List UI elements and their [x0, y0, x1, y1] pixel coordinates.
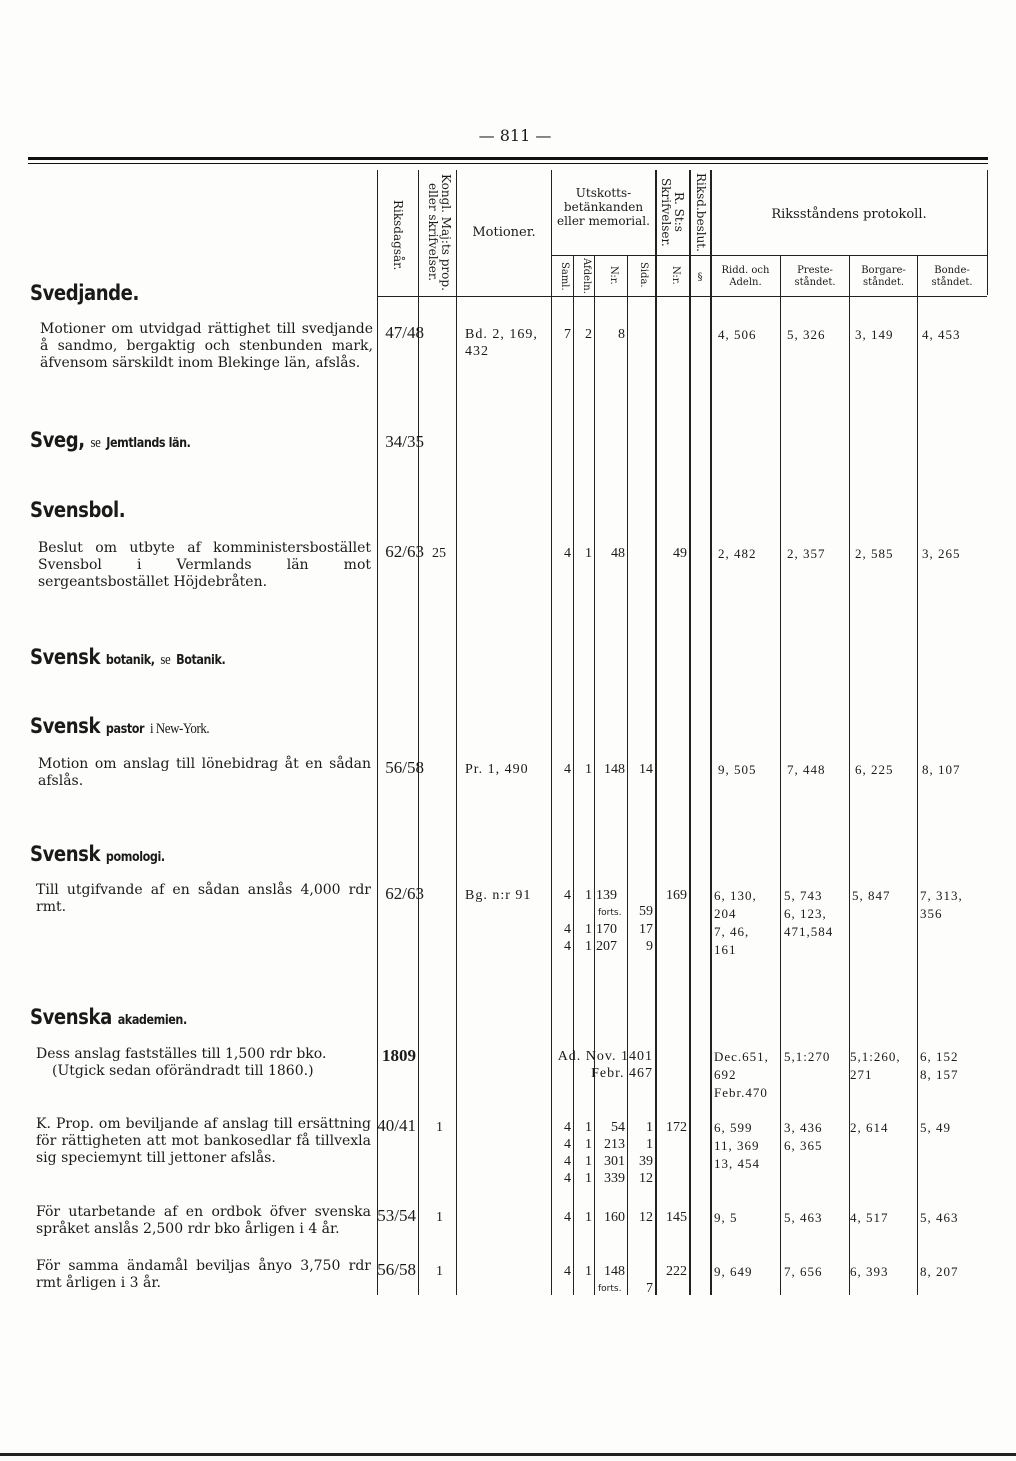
rsts-akademien-4: 222 [666, 1264, 687, 1279]
nr-akademien-2: 54 [611, 1120, 625, 1135]
nr-pomologi: 207 [596, 939, 617, 954]
heading-pomologi: Svensk pomologi. [30, 842, 165, 866]
borg-svensbol: 2, 585 [855, 546, 894, 561]
prest-akademien-3: 5, 463 [784, 1210, 823, 1225]
motion-pastor: Pr. 1, 490 [465, 762, 529, 777]
ridd-akademien-2: 6, 599 [714, 1120, 753, 1135]
desc-svedjande: Motioner om utvidgad rättighet till svedjande å sandmo, bergaktig och stenbunden mark, äfvensom särskildt inom Blekinge län, afslås. [40, 321, 373, 371]
sida-akademien-2: 1 [646, 1120, 653, 1135]
sub-afdeln: Afdeln. [581, 258, 592, 294]
prop-akademien-4: 1 [436, 1264, 443, 1279]
afd-svensbol: 1 [585, 546, 592, 561]
year-svensbol: 62/63 [385, 542, 424, 561]
ridd-akademien-1: Febr.470 [714, 1085, 768, 1100]
motion-svedjande: Bd. 2, 169, 432 [465, 327, 538, 359]
borg-akademien-1: 5,1:260, [850, 1049, 901, 1064]
prest-akademien-2: 3, 436 [784, 1120, 823, 1135]
saml-akademien-3: 4 [564, 1210, 571, 1225]
rsts-akademien-3: 145 [666, 1210, 687, 1225]
ridd-pomologi: 6, 130, [714, 888, 757, 903]
prest-pomologi: 5, 743 [784, 888, 823, 903]
utskott-akademien-1b: Febr. 467 [591, 1066, 653, 1081]
borg-akademien-2: 2, 614 [850, 1120, 889, 1135]
year-pomologi: 62/63 [385, 884, 424, 903]
sida-akademien-2: 1 [646, 1137, 653, 1152]
heading-sveg: Sveg, se Jemtlands län. [30, 428, 191, 452]
year-sveg: 34/35 [385, 432, 424, 451]
col-riksdbeslut: Riksd.beslut. [694, 172, 708, 252]
prest-pastor: 7, 448 [787, 762, 826, 777]
rsts-pomologi: 169 [666, 888, 687, 903]
afd-akademien-2: 1 [585, 1137, 592, 1152]
saml-pomologi: 4 [564, 922, 571, 937]
sida-akademien-2: 39 [639, 1154, 653, 1169]
ridd-svedjande: 4, 506 [718, 327, 757, 342]
prest-svedjande: 5, 326 [787, 327, 826, 342]
ridd-pomologi: 161 [714, 942, 737, 957]
desc-akademien-1-note: (Utgick sedan oförändradt till 1860.) [52, 1063, 314, 1079]
bonde-akademien-1: 6, 152 [920, 1049, 959, 1064]
nr-svensbol: 48 [611, 546, 625, 561]
sub-paragraph: § [697, 272, 703, 283]
nr-pastor: 148 [604, 762, 625, 777]
saml-svensbol: 4 [564, 546, 571, 561]
bonde-pomologi: 7, 313, [920, 888, 963, 903]
nr-akademien-4: 148 [604, 1264, 625, 1279]
heading-svensbol: Svensbol. [30, 498, 126, 522]
sida-pomologi: 59 [639, 904, 653, 919]
heading-pastor: Svensk pastor i New-York. [30, 714, 210, 738]
ridd-akademien-2: 13, 454 [714, 1156, 760, 1171]
utskott-akademien-1: Ad. Nov. 1401 [557, 1049, 653, 1064]
nr-akademien-2: 213 [604, 1137, 625, 1152]
bonde-pastor: 8, 107 [922, 762, 961, 777]
year-akademien-4: 56/58 [377, 1260, 416, 1279]
prest-pomologi: 471,584 [784, 924, 834, 939]
afd-pomologi: 1 [585, 922, 592, 937]
desc-pomologi: Till utgifvande af en sådan anslås 4,000 rdr rmt. [36, 882, 371, 915]
col-protokoll: Riksståndens protokoll. [771, 207, 927, 222]
nr-pomologi: 170 [596, 922, 617, 937]
col-rsts: R. St:s Skrifvelser. [659, 177, 686, 247]
sida-pastor: 14 [639, 762, 653, 777]
afd-akademien-3: 1 [585, 1210, 592, 1225]
bonde-akademien-3: 5, 463 [920, 1210, 959, 1225]
borg-akademien-1: 271 [850, 1067, 873, 1082]
nr-akademien-2: 339 [604, 1171, 625, 1186]
borg-svedjande: 3, 149 [855, 327, 894, 342]
saml-akademien-2: 4 [564, 1154, 571, 1169]
page-number: — 811 — [478, 126, 552, 145]
year-akademien-1: 1809 [382, 1046, 416, 1065]
year-svedjande: 47/48 [385, 323, 424, 342]
afd-akademien-4: 1 [585, 1264, 592, 1279]
bonde-svensbol: 3, 265 [922, 546, 961, 561]
bonde-pomologi: 356 [920, 906, 943, 921]
top-rule [28, 157, 988, 160]
bonde-akademien-2: 5, 49 [920, 1120, 951, 1135]
forts-akademien-4: forts. [598, 1284, 622, 1294]
saml-akademien-2: 4 [564, 1137, 571, 1152]
bottom-rule [0, 1453, 1016, 1456]
prop-svensbol: 25 [432, 546, 446, 561]
prest-akademien-1: 5,1:270 [784, 1049, 831, 1064]
ridd-akademien-4: 9, 649 [714, 1264, 753, 1279]
sub-sida: Sida. [638, 262, 649, 288]
bonde-svedjande: 4, 453 [922, 327, 961, 342]
nr-svedjande: 8 [618, 327, 625, 342]
heading-akademien: Svenska akademien. [30, 1005, 187, 1029]
sub-rsts-nr: N:r. [670, 265, 681, 285]
heading-botanik: Svensk botanik, se Botanik. [30, 645, 226, 669]
prest-akademien-4: 7, 656 [784, 1264, 823, 1279]
desc-svensbol: Beslut om utbyte af komministersbostället Svensbol i Vermlands län mot sergeantsbostället Höjdebråten. [38, 540, 371, 590]
saml-akademien-2: 4 [564, 1171, 571, 1186]
sub-bonde: Bonde-ståndet. [931, 265, 973, 288]
prest-akademien-2: 6, 365 [784, 1138, 823, 1153]
nr-akademien-3: 160 [604, 1210, 625, 1225]
forts-pomologi: forts. [598, 908, 622, 918]
col-riksdagsar: Riksdagsår. [391, 199, 405, 271]
desc-pastor: Motion om anslag till lönebidrag åt en sådan afslås. [38, 756, 371, 789]
borg-pomologi: 5, 847 [852, 888, 891, 903]
ridd-pomologi: 7, 46, [714, 924, 750, 939]
ridd-akademien-2: 11, 369 [714, 1138, 760, 1153]
nr-akademien-2: 301 [604, 1154, 625, 1169]
prest-svensbol: 2, 357 [787, 546, 826, 561]
year-pastor: 56/58 [385, 758, 424, 777]
desc-akademien-3: För utarbetande af en ordbok öfver svenska språket anslås 2,500 rdr bko årligen i 4 år. [36, 1204, 371, 1237]
ridd-pastor: 9, 505 [718, 762, 757, 777]
saml-akademien-4: 4 [564, 1264, 571, 1279]
desc-akademien-4: För samma ändamål beviljas ånyo 3,750 rdr rmt årligen i 3 år. [36, 1258, 371, 1291]
col-utskott: Utskotts-betänkanden eller memorial. [557, 186, 650, 228]
saml-pomologi: 4 [564, 939, 571, 954]
ridd-akademien-1: Dec.651, [714, 1049, 769, 1064]
sub-prest: Preste-ståndet. [794, 265, 836, 288]
sub-ridd: Ridd. och Adeln. [721, 265, 770, 288]
saml-pastor: 4 [564, 762, 571, 777]
borg-pastor: 6, 225 [855, 762, 894, 777]
ridd-akademien-1: 692 [714, 1067, 737, 1082]
rsts-akademien-2: 172 [666, 1120, 687, 1135]
nr-pomologi: 139 [596, 888, 617, 903]
borg-akademien-4: 6, 393 [850, 1264, 889, 1279]
ridd-akademien-3: 9, 5 [714, 1210, 738, 1225]
sida-akademien-4: 7 [646, 1281, 653, 1296]
year-akademien-2: 40/41 [377, 1116, 416, 1135]
bonde-akademien-4: 8, 207 [920, 1264, 959, 1279]
saml-svedjande: 7 [564, 327, 571, 342]
prop-akademien-3: 1 [436, 1210, 443, 1225]
desc-akademien-1: Dess anslag fastställes till 1,500 rdr bko. [36, 1046, 327, 1062]
afd-pomologi: 1 [585, 888, 592, 903]
afd-pastor: 1 [585, 762, 592, 777]
afd-akademien-2: 1 [585, 1154, 592, 1169]
sub-nr: N:r. [608, 265, 619, 285]
top-rule-thin [28, 163, 988, 164]
prest-pomologi: 6, 123, [784, 906, 827, 921]
prop-akademien-2: 1 [436, 1120, 443, 1135]
sida-akademien-3: 12 [639, 1210, 653, 1225]
year-akademien-3: 53/54 [377, 1206, 416, 1225]
rsts-svensbol: 49 [673, 546, 687, 561]
desc-akademien-2: K. Prop. om beviljande af anslag till ersättning för rättigheten att mot bankosedlar få tillvexla sig speciemynt till jettoner afslås. [36, 1116, 371, 1166]
sub-borg: Borgare-ståndet. [861, 265, 906, 288]
col-motioner: Motioner. [472, 225, 536, 240]
col-kongl-prop: Kongl. Maj:ts prop. eller skrifvelser. [426, 173, 453, 291]
afd-akademien-2: 1 [585, 1120, 592, 1135]
afd-akademien-2: 1 [585, 1171, 592, 1186]
motion-pomologi: Bg. n:r 91 [465, 888, 532, 903]
sida-pomologi: 9 [646, 939, 653, 954]
saml-akademien-2: 4 [564, 1120, 571, 1135]
afd-pomologi: 1 [585, 939, 592, 954]
bonde-akademien-1: 8, 157 [920, 1067, 959, 1082]
sida-pomologi: 17 [639, 922, 653, 937]
ridd-pomologi: 204 [714, 906, 737, 921]
ridd-svensbol: 2, 482 [718, 546, 757, 561]
heading-svedjande: Svedjande. [30, 281, 139, 305]
sub-saml: Saml. [559, 261, 570, 291]
sida-akademien-2: 12 [639, 1171, 653, 1186]
saml-pomologi: 4 [564, 888, 571, 903]
borg-akademien-3: 4, 517 [850, 1210, 889, 1225]
afd-svedjande: 2 [585, 327, 592, 342]
